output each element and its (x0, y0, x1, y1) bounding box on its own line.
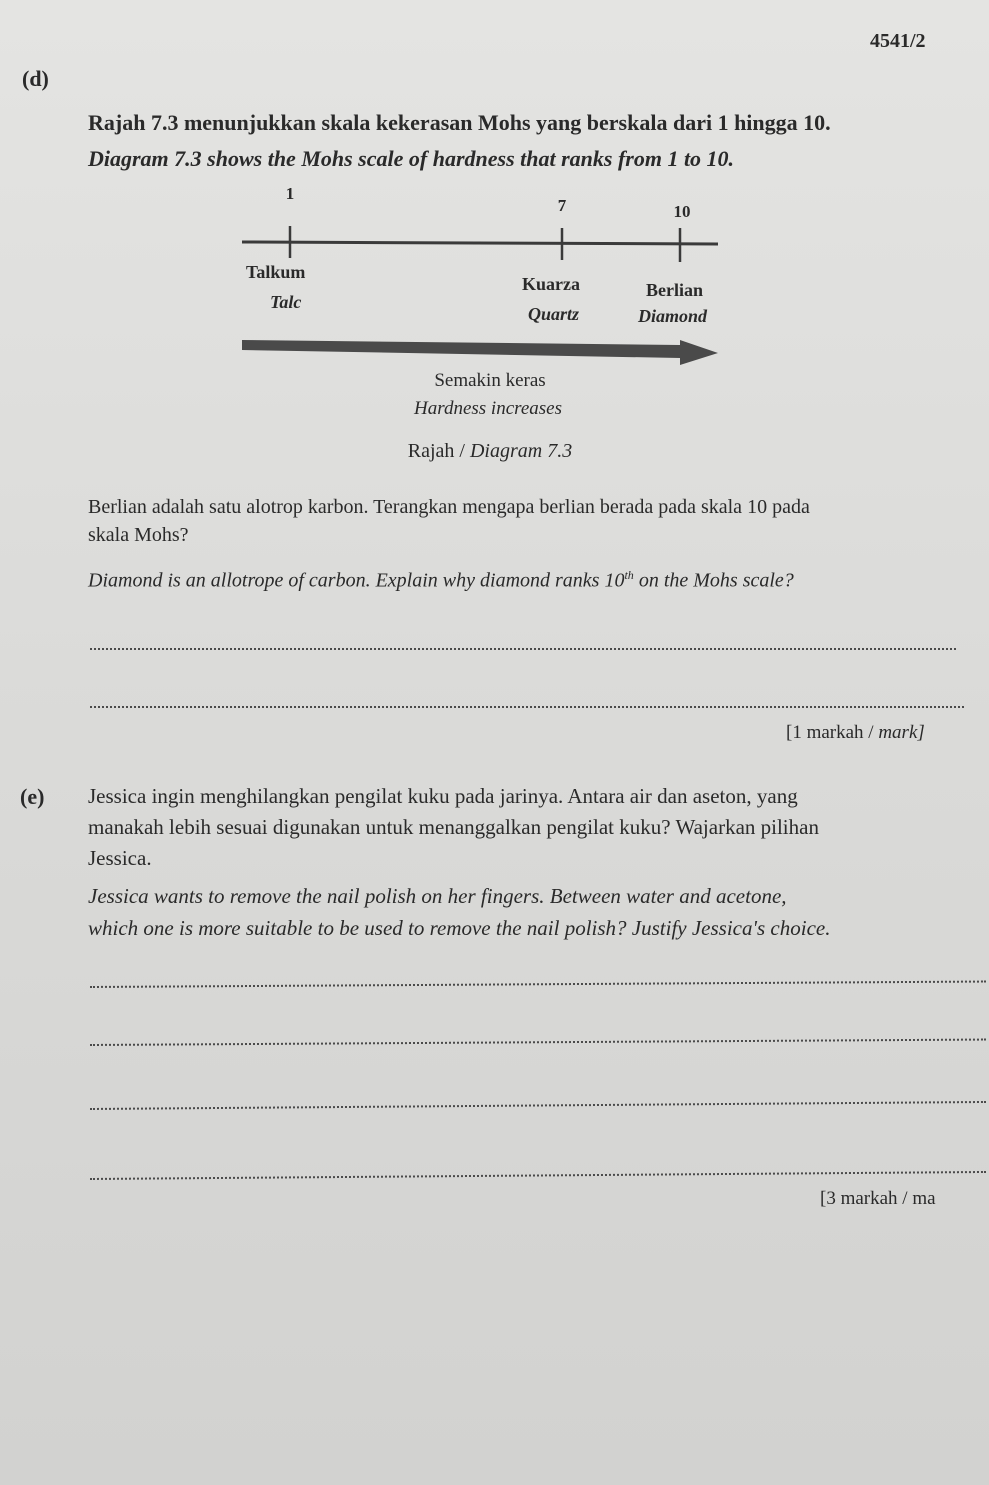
question-e-english-line2: which one is more suitable to be used to remove the nail polish? Justify Jessica's choice. (88, 916, 831, 940)
answer-line-d-1[interactable] (90, 648, 956, 650)
question-e-english-line1: Jessica wants to remove the nail polish on her fingers. Between water and acetone, (88, 884, 787, 908)
scale-number-7: 7 (557, 196, 567, 215)
scale-number-1: 1 (285, 184, 295, 203)
question-d-intro-english: Diagram 7.3 shows the Mohs scale of hardness that ranks from 1 to 10. (88, 146, 735, 171)
question-d-english-part1: Diamond is an allotrope of carbon. Explain why diamond ranks 10 (88, 569, 625, 592)
mineral-diamond-malay: Berlian (646, 280, 703, 300)
answer-line-e-2[interactable] (90, 1039, 986, 1046)
mineral-talc-english: Talc (270, 292, 302, 312)
answer-line-d-2[interactable] (90, 706, 964, 708)
question-d-label: (d) (22, 66, 49, 91)
paper-code: 4541/2 (870, 30, 926, 52)
diagram-caption (408, 440, 572, 463)
mineral-quartz-malay: Kuarza (522, 274, 580, 294)
scale-number-10: 10 (673, 202, 691, 221)
question-d-intro-malay: Rajah 7.3 menunjukkan skala kekerasan Mohs yang berskala dari 1 hingga 10. (88, 110, 831, 135)
question-e-marks: [3 markah / ma (820, 1188, 936, 1209)
mineral-talc-malay: Talkum (246, 262, 306, 282)
marks-d-english: mark] (878, 722, 925, 743)
question-e-label: (e) (20, 784, 45, 809)
answer-line-e-1[interactable] (90, 981, 986, 988)
answer-line-e-3[interactable] (90, 1101, 986, 1110)
scale-line (242, 242, 718, 244)
question-d-malay-line1: Berlian adalah satu alotrop karbon. Terangkan mengapa berlian berada pada skala 10 pada (88, 496, 810, 518)
caption-malay: Rajah / (407, 440, 470, 462)
question-d-malay-line2: skala Mohs? (88, 524, 189, 546)
marks-d-malay: [1 markah / (786, 722, 879, 743)
arrow-label-malay: Semakin keras (434, 370, 546, 391)
arrow-label-english: Hardness increases (414, 398, 562, 419)
caption-english: Diagram 7.3 (469, 440, 573, 462)
question-e-malay-line3: Jessica. (88, 846, 152, 870)
question-e-malay-line2: manakah lebih sesuai digunakan untuk menanggalkan pengilat kuku? Wajarkan pilihan (88, 815, 819, 839)
question-e-malay-line1: Jessica ingin menghilangkan pengilat kuku pada jarinya. Antara air dan aseton, yang (88, 784, 798, 808)
question-d-marks (786, 722, 925, 744)
mineral-diamond-english: Diamond (638, 306, 708, 326)
question-d-english-part2: on the Mohs scale? (633, 569, 794, 592)
answer-line-e-4[interactable] (90, 1171, 986, 1180)
question-d-english (88, 568, 794, 593)
mineral-quartz-english: Quartz (528, 304, 580, 324)
hardness-arrow (242, 340, 718, 365)
question-d-english-sup: th (624, 568, 634, 582)
